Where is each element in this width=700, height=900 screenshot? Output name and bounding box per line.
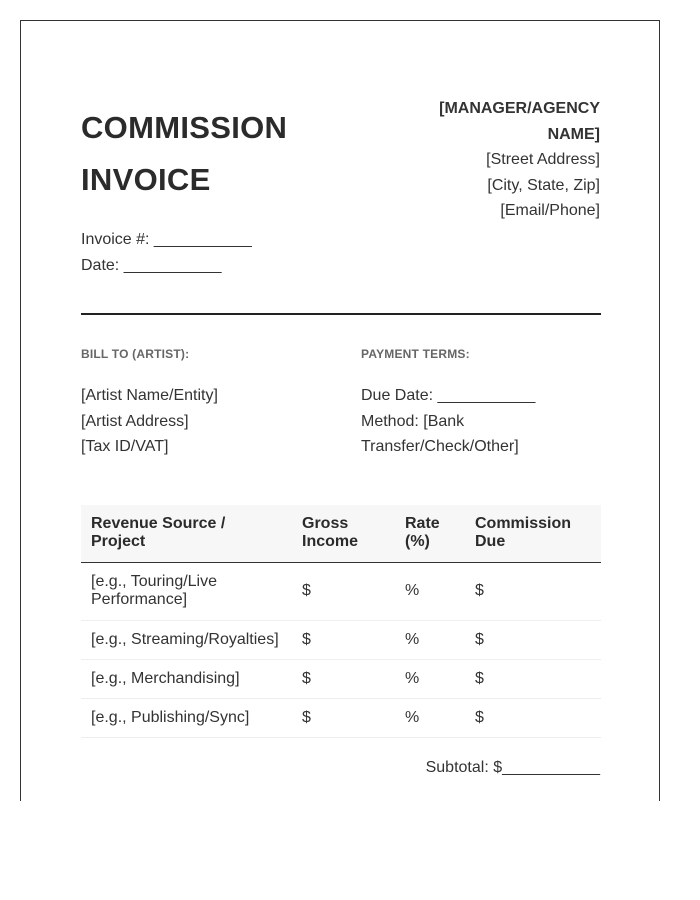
rate-cell: % [395,563,465,621]
commission-due-cell: $ [465,660,601,699]
subtotal: Subtotal: $___________ [425,759,600,776]
header-commission-line-1: Commission [475,515,572,532]
title-line-1: COMMISSION [81,110,288,145]
header-divider [81,313,601,315]
invoice-date: Date: ___________ [81,257,222,274]
agency-street: [Street Address] [486,151,600,168]
artist-tax-id: [Tax ID/VAT] [81,438,169,455]
invoice-number: Invoice #: ___________ [81,231,252,248]
revenue-source-cell: [e.g., Streaming/Royalties] [81,621,292,660]
table-row [81,660,601,699]
rate-cell: % [395,621,465,660]
commission-table [81,505,601,738]
bill-to-label: BILL TO (ARTIST): [81,347,190,361]
revenue-source-cell: [e.g., Merchandising] [81,660,292,699]
revenue-source-line-1: [e.g., Touring/Live [91,573,218,590]
header-gross-income [292,505,395,563]
header-rate-line-2: (%) [405,533,430,550]
header-revenue-source-line-1: Revenue Source / [91,515,226,532]
table-header-row [81,505,601,563]
table-row [81,621,601,660]
header-revenue-source-line-2: Project [91,533,146,550]
header-rate [395,505,465,563]
payment-method-line-1: Method: [Bank [361,412,465,430]
payment-method-line-2: Transfer/Check/Other] [361,438,519,455]
agency-name-line-1: [MANAGER/AGENCY [439,100,600,117]
agency-name-line-2: NAME] [547,125,600,143]
header-commission-due [465,505,601,563]
commission-due-cell: $ [465,621,601,660]
due-date: Due Date: ___________ [361,387,536,404]
header-gross-line-2: Income [302,533,359,550]
artist-address: [Artist Address] [81,412,189,430]
invoice-title [81,102,287,206]
header-revenue-source [81,505,292,563]
header-commission-line-2: Due [475,533,506,550]
gross-income-cell: $ [292,563,395,621]
invoice-page [20,20,660,801]
revenue-source-line-2: Performance] [91,591,188,608]
commission-due-cell: $ [465,563,601,621]
gross-income-cell: $ [292,660,395,699]
revenue-source-cell [81,563,292,621]
bill-to-block [81,383,218,460]
gross-income-cell: $ [292,621,395,660]
rate-cell: % [395,699,465,738]
table-row [81,699,601,738]
agency-info [360,96,600,224]
artist-name: [Artist Name/Entity] [81,387,218,404]
commission-due-cell: $ [465,699,601,738]
title-line-2: INVOICE [81,162,211,197]
agency-city: [City, State, Zip] [487,176,600,194]
rate-cell: % [395,660,465,699]
revenue-source-cell: [e.g., Publishing/Sync] [81,699,292,738]
payment-terms-block [361,383,601,460]
header-rate-line-1: Rate [405,515,440,532]
header-gross-line-1: Gross [302,515,349,532]
agency-contact: [Email/Phone] [500,202,600,219]
invoice-meta [81,227,252,279]
payment-terms-label: PAYMENT TERMS: [361,347,470,361]
table-row [81,563,601,621]
gross-income-cell: $ [292,699,395,738]
